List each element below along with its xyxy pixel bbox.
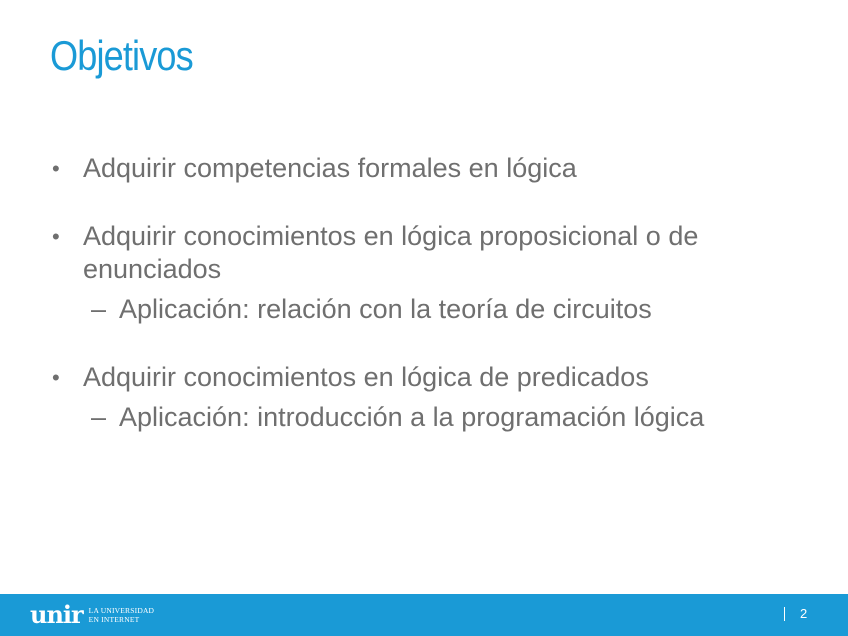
bullet-list bbox=[52, 152, 782, 434]
logo-wordmark: unir bbox=[30, 600, 83, 629]
footer-separator bbox=[784, 607, 785, 621]
sub-bullet-item bbox=[83, 293, 782, 326]
bullet-text: Adquirir conocimientos en lógica de predicados bbox=[83, 362, 649, 392]
bullet-text: Adquirir competencias formales en lógica bbox=[83, 153, 577, 183]
page-number: 2 bbox=[800, 606, 808, 621]
logo-tagline-line2: EN INTERNET bbox=[88, 614, 140, 624]
unir-logo bbox=[30, 600, 154, 629]
footer-bar bbox=[0, 594, 848, 636]
sub-bullet-dash-icon: – bbox=[91, 402, 107, 432]
bullet-dot-icon: • bbox=[52, 224, 60, 249]
sub-bullet-text: Aplicación: relación con la teoría de circuitos bbox=[119, 294, 652, 324]
sub-bullet-dash-icon: – bbox=[91, 294, 107, 324]
logo-tagline bbox=[89, 606, 155, 624]
bullet-item bbox=[52, 152, 782, 185]
logo-tagline-line1: LA UNIVERSIDAD bbox=[88, 605, 155, 615]
bullet-dot-icon: • bbox=[52, 365, 60, 390]
sub-bullet-item bbox=[83, 401, 782, 434]
bullet-item bbox=[52, 220, 782, 326]
bullet-item bbox=[52, 361, 782, 434]
bullet-dot-icon: • bbox=[52, 156, 60, 181]
bullet-text: Adquirir conocimientos en lógica proposicional o de enunciados bbox=[83, 221, 699, 284]
slide-title: Objetivos bbox=[50, 32, 193, 79]
sub-bullet-text: Aplicación: introducción a la programación lógica bbox=[119, 402, 705, 432]
